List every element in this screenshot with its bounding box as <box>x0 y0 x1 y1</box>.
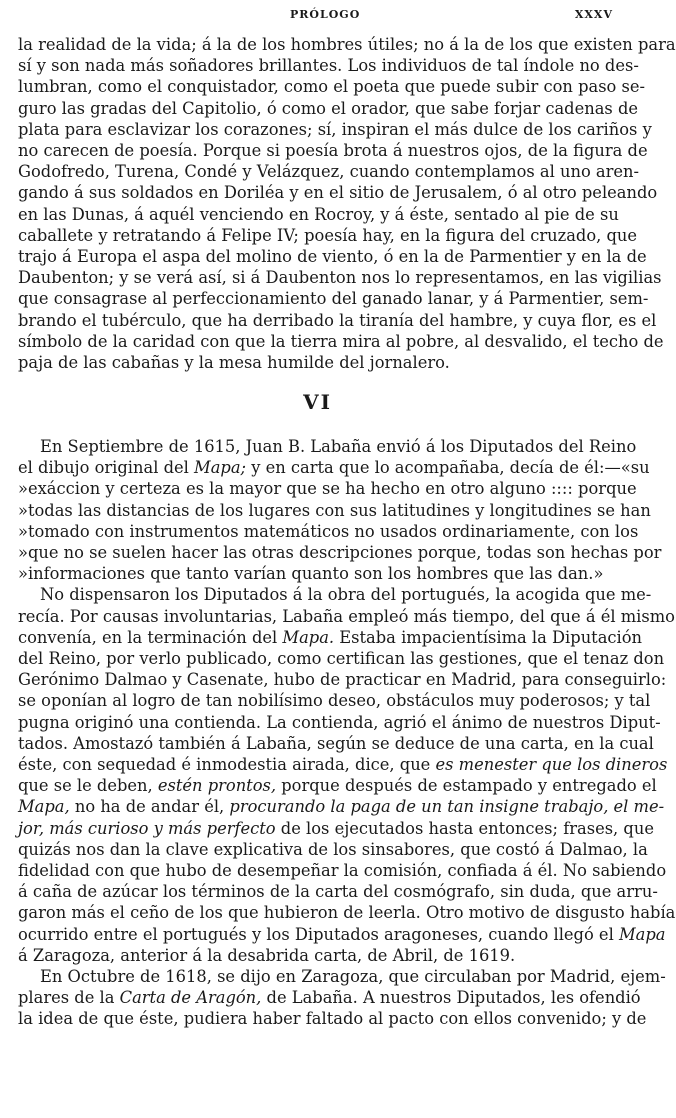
text-run: de los ejecutados hasta entonces; frases, que <box>275 818 654 838</box>
text-line: No dispensaron los Diputados á la obra del portugués, la acogida que me- <box>40 585 652 605</box>
text-line: »tomado con instrumentos matemáticos no usados ordinariamente, con los <box>18 521 639 541</box>
section-heading: VI <box>303 390 332 414</box>
text-run: que se le deben, <box>18 776 158 796</box>
text-line: sí y son nada más soñadores brillantes. Los individuos de tal índole no des- <box>18 56 639 76</box>
italic-run: Mapa <box>618 924 666 944</box>
text-line: En Septiembre de 1615, Juan B. Labaña envió á los Diputados del Reino <box>40 437 637 456</box>
running-header <box>0 8 635 26</box>
italic-run: Mapa. <box>282 627 335 647</box>
text-line: »que no se suelen hacer las otras descripciones porque, todas son hechas por <box>18 543 662 562</box>
text-line: en las Dunas, á aquél venciendo en Rocroy, y á éste, sentado al pie de su <box>18 204 619 224</box>
italic-run: es menester que los dineros <box>435 755 668 774</box>
text-line: pugna originó una contienda. La contienda, agrió el ánimo de nuestros Diput- <box>18 712 661 732</box>
text-run: Estaba impacientísima la Diputación <box>334 627 643 647</box>
text-line <box>18 457 650 479</box>
text-run: plares de la <box>18 988 120 1008</box>
text-line: lumbran, como el conquistador, como el poeta que puede subir con paso se- <box>18 77 646 97</box>
italic-run: jor, más curioso y más perfecto <box>18 818 276 838</box>
text-line: del Reino, por verlo publicado, como certifican las gestiones, que el tenaz don <box>18 649 665 668</box>
text-line: caballete y retratando á Felipe IV; poesía hay, en la figura del cruzado, que <box>18 225 638 245</box>
text-line <box>18 754 668 776</box>
text-line: tados. Amostazó también á Labaña, según se deduce de una carta, en la cual <box>18 733 654 753</box>
italic-run: Carta de Aragón, <box>119 988 262 1008</box>
text-line: En Octubre de 1618, se dijo en Zaragoza, que circulaban por Madrid, ejem- <box>40 967 666 986</box>
italic-run: Mapa, <box>18 797 70 817</box>
text-line <box>18 796 665 818</box>
text-line: la idea de que éste, pudiera haber faltado al pacto con ellos convenido; y de <box>18 1009 647 1029</box>
text-line: paja de las cabañas y la mesa humilde del jornalero. <box>18 353 450 372</box>
text-line <box>18 818 654 840</box>
text-line: á Zaragoza, anterior á la desabrida carta, de Abril, de 1619. <box>18 945 516 965</box>
text-line <box>18 924 666 946</box>
text-run: y en carta que lo acompañaba, decía de él:—«su <box>246 458 650 478</box>
text-line: »exáccion y certeza es la mayor que se ha hecho en otro alguno :::: porque <box>18 479 637 499</box>
text-line: Godofredo, Turena, Condé y Velázquez, cuando contemplamos al uno aren- <box>18 162 640 182</box>
italic-run: Mapa; <box>194 458 247 478</box>
text-line: »informaciones que tanto varían quanto son los hombres que las dan.» <box>18 564 604 584</box>
text-run: ocurrido entre el portugués y los Diputados aragoneses, cuando llegó el <box>18 924 619 944</box>
page-number: XXXV <box>574 8 613 21</box>
text-line: garon más el ceño de los que hubieron de leerla. Otro motivo de disgusto había <box>18 903 676 923</box>
text-run: porque después de estampado y entregado el <box>276 776 657 796</box>
text-line: Gerónimo Dalmao y Casenate, hubo de practicar en Madrid, para conseguirlo: <box>18 670 667 690</box>
text-line: trajo á Europa el aspa del molino de viento, ó en la de Parmentier y en la de <box>18 247 647 266</box>
text-line: quizás nos dan la clave explicativa de los sinsabores, que costó á Dalmao, la <box>18 839 648 859</box>
text-run: éste, con sequedad é inmodestia airada, dice, que <box>18 755 436 774</box>
text-line: plata para esclavizar los corazones; sí, inspiran el más dulce de los cariños y <box>18 119 652 139</box>
text-run: no ha de andar él, <box>69 797 230 817</box>
text-line: no carecen de poesía. Porque si poesía brota á nuestros ojos, de la figura de <box>18 141 648 160</box>
italic-run: procurando la paga de un tan insigne trabajo, el me- <box>229 797 665 817</box>
text-line: recía. Por causas involuntarias, Labaña empleó más tiempo, del que á él mismo <box>18 606 675 626</box>
text-line: que consagrase al perfeccionamiento del ganado lanar, y á Parmentier, sem- <box>18 289 649 309</box>
text-line <box>18 775 657 797</box>
text-line: símbolo de la caridad con que la tierra mira al pobre, al desvalido, el techo de <box>18 331 664 351</box>
text-line: se oponían al logro de tan nobilísimo deseo, obstáculos muy poderosos; y tal <box>18 691 651 711</box>
text-line: guro las gradas del Capitolio, ó como el orador, que sabe forjar cadenas de <box>18 98 639 118</box>
text-line: la realidad de la vida; á la de los hombres útiles; no á la de los que existen para <box>18 35 676 54</box>
text-line: brando el tubérculo, que ha derribado la tiranía del hambre, y cuya flor, es el <box>18 310 657 330</box>
text-run: el dibujo original del <box>18 458 195 478</box>
text-line <box>18 987 641 1009</box>
text-line <box>18 627 643 649</box>
text-run: de Labaña. A nuestros Diputados, les ofendió <box>261 988 641 1008</box>
text-line: fidelidad con que hubo de desempeñar la comisión, confiada á él. No sabiendo <box>18 861 667 880</box>
text-line: á caña de azúcar los términos de la carta del cosmógrafo, sin duda, que arru- <box>18 882 658 902</box>
text-run: convenía, en la terminación del <box>18 627 283 647</box>
text-line: Daubenton; y se verá así, si á Daubenton nos lo representamos, en las vigilias <box>18 268 662 288</box>
header-title: PRÓLOGO <box>290 8 361 21</box>
text-line: »todas las distancias de los lugares con sus latitudines y longitudines se han <box>18 500 651 520</box>
italic-run: estén prontos, <box>157 776 277 796</box>
text-line: gando á sus soldados en Doriléa y en el sitio de Jerusalem, ó al otro peleando <box>18 183 658 203</box>
